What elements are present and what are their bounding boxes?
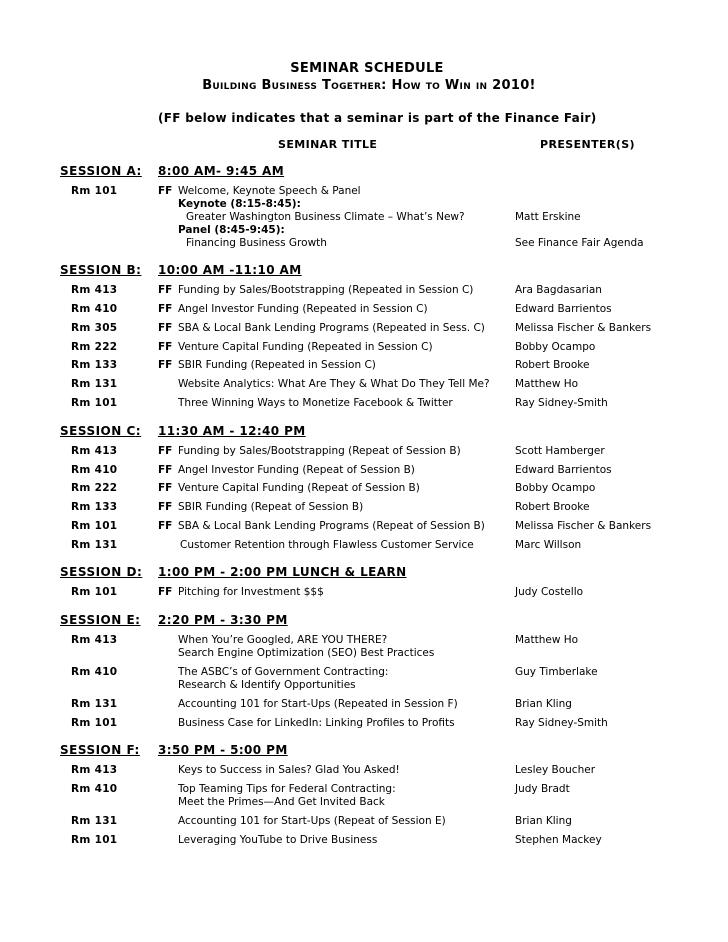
room-number: Rm 222 bbox=[71, 341, 118, 353]
seminar-title: Venture Capital Funding (Repeat of Session B) bbox=[178, 482, 420, 494]
seminar-title: SBA & Local Bank Lending Programs (Repeat of Session B) bbox=[178, 520, 485, 532]
presenter-name: See Finance Fair Agenda bbox=[515, 237, 644, 249]
room-number: Rm 410 bbox=[71, 303, 118, 315]
ff-note: (FF below indicates that a seminar is part of the Finance Fair) bbox=[158, 111, 597, 125]
presenter-name: Brian Kling bbox=[515, 815, 572, 827]
session-label: SESSION E: bbox=[60, 613, 141, 627]
ff-marker: FF bbox=[158, 359, 173, 371]
room-number: Rm 410 bbox=[71, 464, 118, 476]
seminar-title: Welcome, Keynote Speech & Panel bbox=[178, 185, 361, 197]
session-label: SESSION D: bbox=[60, 565, 143, 579]
page-title: SEMINAR SCHEDULE bbox=[290, 61, 444, 76]
room-number: Rm 131 bbox=[71, 698, 118, 710]
session-time: 10:00 AM -11:10 AM bbox=[158, 263, 302, 277]
room-number: Rm 131 bbox=[71, 539, 118, 551]
presenter-name: Ray Sidney-Smith bbox=[515, 397, 608, 409]
column-header-title: SEMINAR TITLE bbox=[278, 138, 378, 151]
room-number: Rm 413 bbox=[71, 445, 118, 457]
seminar-title: Top Teaming Tips for Federal Contracting: bbox=[178, 783, 396, 795]
seminar-subheading: Keynote (8:15-8:45): bbox=[178, 198, 301, 210]
seminar-title: Accounting 101 for Start-Ups (Repeated in Session F) bbox=[178, 698, 458, 710]
presenter-name: Ara Bagdasarian bbox=[515, 284, 602, 296]
ff-marker: FF bbox=[158, 520, 173, 532]
seminar-title: SBA & Local Bank Lending Programs (Repeated in Sess. C) bbox=[178, 322, 485, 334]
ff-marker: FF bbox=[158, 501, 173, 513]
session-time: 11:30 AM - 12:40 PM bbox=[158, 424, 306, 438]
ff-marker: FF bbox=[158, 303, 173, 315]
ff-marker: FF bbox=[158, 322, 173, 334]
seminar-title: SBIR Funding (Repeated in Session C) bbox=[178, 359, 376, 371]
session-time: 2:20 PM - 3:30 PM bbox=[158, 613, 288, 627]
ff-marker: FF bbox=[158, 586, 173, 598]
room-number: Rm 410 bbox=[71, 783, 118, 795]
room-number: Rm 133 bbox=[71, 359, 118, 371]
ff-marker: FF bbox=[158, 445, 173, 457]
presenter-name: Guy Timberlake bbox=[515, 666, 598, 678]
room-number: Rm 101 bbox=[71, 185, 118, 197]
seminar-subheading: Panel (8:45-9:45): bbox=[178, 224, 285, 236]
room-number: Rm 413 bbox=[71, 764, 118, 776]
seminar-title: Pitching for Investment $$$ bbox=[178, 586, 324, 598]
seminar-title: The ASBC’s of Government Contracting: bbox=[178, 666, 389, 678]
seminar-title-line2: Search Engine Optimization (SEO) Best Practices bbox=[178, 647, 435, 659]
presenter-name: Matthew Ho bbox=[515, 634, 579, 646]
seminar-title-line2: Research & Identify Opportunities bbox=[178, 679, 356, 691]
presenter-name: Scott Hamberger bbox=[515, 445, 605, 457]
seminar-title: Three Winning Ways to Monetize Facebook & Twitter bbox=[178, 397, 453, 409]
seminar-title: Leveraging YouTube to Drive Business bbox=[178, 834, 378, 846]
room-number: Rm 101 bbox=[71, 520, 118, 532]
page-subtitle: Building Business Together: How to Win in 2010! bbox=[202, 78, 536, 93]
presenter-name: Ray Sidney-Smith bbox=[515, 717, 608, 729]
presenter-name: Bobby Ocampo bbox=[515, 482, 596, 494]
room-number: Rm 133 bbox=[71, 501, 118, 513]
room-number: Rm 222 bbox=[71, 482, 118, 494]
room-number: Rm 101 bbox=[71, 834, 118, 846]
seminar-title: Website Analytics: What Are They & What Do They Tell Me? bbox=[178, 378, 490, 390]
presenter-name: Judy Costello bbox=[515, 586, 584, 598]
presenter-name: Brian Kling bbox=[515, 698, 572, 710]
seminar-title: Business Case for LinkedIn: Linking Profiles to Profits bbox=[178, 717, 455, 729]
ff-marker: FF bbox=[158, 185, 173, 197]
column-header-presenter: PRESENTER(S) bbox=[540, 138, 635, 151]
room-number: Rm 101 bbox=[71, 717, 118, 729]
presenter-name: Lesley Boucher bbox=[515, 764, 596, 776]
seminar-title: Keys to Success in Sales? Glad You Asked! bbox=[178, 764, 400, 776]
session-time: 1:00 PM - 2:00 PM LUNCH & LEARN bbox=[158, 565, 407, 579]
seminar-title: When You’re Googled, ARE YOU THERE? bbox=[178, 634, 388, 646]
room-number: Rm 410 bbox=[71, 666, 118, 678]
session-label: SESSION F: bbox=[60, 743, 140, 757]
session-time: 8:00 AM- 9:45 AM bbox=[158, 164, 285, 178]
room-number: Rm 101 bbox=[71, 397, 118, 409]
seminar-title: Funding by Sales/Bootstrapping (Repeat of Session B) bbox=[178, 445, 461, 457]
ff-marker: FF bbox=[158, 482, 173, 494]
session-label: SESSION B: bbox=[60, 263, 142, 277]
room-number: Rm 305 bbox=[71, 322, 118, 334]
seminar-title: Greater Washington Business Climate – What’s New? bbox=[186, 211, 465, 223]
seminar-title: SBIR Funding (Repeat of Session B) bbox=[178, 501, 364, 513]
session-label: SESSION A: bbox=[60, 164, 142, 178]
room-number: Rm 131 bbox=[71, 378, 118, 390]
presenter-name: Robert Brooke bbox=[515, 501, 590, 513]
presenter-name: Matthew Ho bbox=[515, 378, 579, 390]
presenter-name: Edward Barrientos bbox=[515, 464, 612, 476]
presenter-name: Melissa Fischer & Bankers bbox=[515, 322, 652, 334]
seminar-title: Venture Capital Funding (Repeated in Session C) bbox=[178, 341, 433, 353]
seminar-title: Angel Investor Funding (Repeat of Session B) bbox=[178, 464, 415, 476]
presenter-name: Edward Barrientos bbox=[515, 303, 612, 315]
presenter-name: Judy Bradt bbox=[515, 783, 570, 795]
session-time: 3:50 PM - 5:00 PM bbox=[158, 743, 288, 757]
seminar-title: Angel Investor Funding (Repeated in Session C) bbox=[178, 303, 428, 315]
presenter-name: Bobby Ocampo bbox=[515, 341, 596, 353]
seminar-title-line2: Meet the Primes—And Get Invited Back bbox=[178, 796, 385, 808]
seminar-title: Financing Business Growth bbox=[186, 237, 327, 249]
seminar-title: Accounting 101 for Start-Ups (Repeat of Session E) bbox=[178, 815, 446, 827]
room-number: Rm 131 bbox=[71, 815, 118, 827]
seminar-title: Funding by Sales/Bootstrapping (Repeated in Session C) bbox=[178, 284, 474, 296]
ff-marker: FF bbox=[158, 341, 173, 353]
presenter-name: Melissa Fischer & Bankers bbox=[515, 520, 652, 532]
presenter-name: Matt Erskine bbox=[515, 211, 581, 223]
presenter-name: Robert Brooke bbox=[515, 359, 590, 371]
ff-marker: FF bbox=[158, 464, 173, 476]
room-number: Rm 413 bbox=[71, 284, 118, 296]
seminar-title: Customer Retention through Flawless Customer Service bbox=[180, 539, 474, 551]
presenter-name: Marc Willson bbox=[515, 539, 582, 551]
room-number: Rm 413 bbox=[71, 634, 118, 646]
ff-marker: FF bbox=[158, 284, 173, 296]
session-label: SESSION C: bbox=[60, 424, 142, 438]
presenter-name: Stephen Mackey bbox=[515, 834, 602, 846]
room-number: Rm 101 bbox=[71, 586, 118, 598]
